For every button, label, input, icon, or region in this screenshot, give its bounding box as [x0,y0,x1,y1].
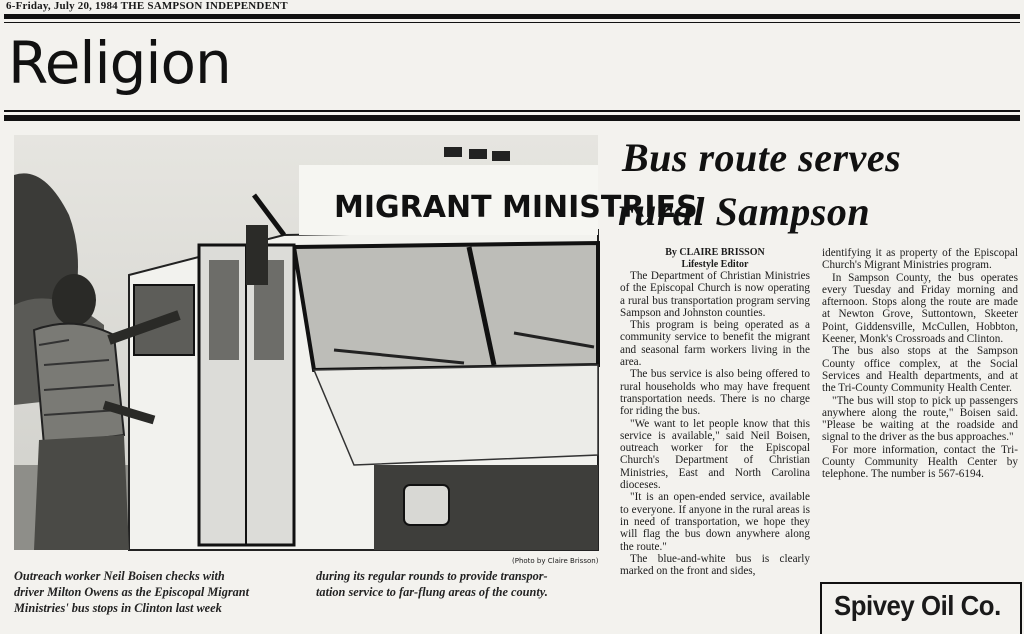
cutline-line: tation service to far-flung areas of the county. [316,585,548,599]
article-paragraph: This program is being operated as a community service to benefit the migrant and seasonal farm workers living in the area. [620,319,810,369]
section-bottom-thick-rule [4,115,1020,121]
byline-name: By CLAIRE BRISSON [665,247,765,258]
article-paragraph: "The bus will stop to pick up passengers anywhere along the route," Boisen said. "Please be waiting at the roadside and signal to the driver as the bus approaches." [822,394,1018,444]
cutline-part2 [316,568,606,600]
cutline-part1 [14,568,306,616]
cutline-line: Ministries' bus stops in Clinton last week [14,601,222,615]
advertisement-text: Spivey Oil Co. [834,590,1001,621]
section-top-thin-rule [4,22,1020,23]
article-paragraph: The bus service is also being offered to rural households who may have frequent transportation needs. There is no charge for riding the bus. [620,368,810,418]
byline-title: Lifestyle Editor [681,258,749,270]
article-paragraph: The bus also stops at the Sampson County office complex, at the Social Services and Health departments, and at the Tri-County Community Health Center. [822,345,1018,395]
article-paragraph: For more information, contact the Tri-County Community Health Center by telephone. The number is 567-6194. [822,443,1018,481]
article-column-1 [620,247,810,577]
headline-line2: rural Sampson [618,189,871,234]
headline-line1: Bus route serves [622,135,902,180]
article-paragraph: The blue-and-white bus is clearly marked on the front and sides, [620,552,810,578]
bus-photo-illustration [14,135,698,550]
cutline-line: during its regular rounds to provide transpor- [316,569,548,583]
article-paragraph: In Sampson County, the bus operates every Tuesday and Friday morning and afternoon. Stops along the route are made at Newton Grove, Suttontown, Skeeter Point, Giddensville, McCullen, Hobbton, Keener, Monk's Crossroads and Clinton. [822,271,1018,346]
cutline-line: Outreach worker Neil Boisen checks with [14,569,225,583]
advertisement-box [820,582,1022,634]
cutline-line: driver Milton Owens as the Episcopal Migrant [14,585,250,599]
page-folio: 6-Friday, July 20, 1984 THE SAMPSON INDEPENDENT [6,0,288,12]
bus-photo [14,135,698,550]
section-bottom-rule [4,110,1020,112]
bus-sign-text: MIGRANT MINISTRIES [334,190,698,225]
article-paragraph: "It is an open-ended service, available to everyone. If anyone in the rural areas is in need of transportation, we hope they will flag the bus down anywhere along the route." [620,491,810,553]
top-rule [4,14,1020,19]
article-column-2 [822,247,1018,481]
article-paragraph: "We want to let people know that this service is available," said Neil Boisen, outreach worker for the Episcopal Church's Department of Christian Ministries, East and North Carolina dioceses. [620,417,810,492]
article-paragraph: identifying it as property of the Episcopal Church's Migrant Ministries program. [822,247,1018,272]
section-title: Religion [8,29,231,97]
photo-credit: (Photo by Claire Brisson) [512,557,599,565]
article-paragraph: The Department of Christian Ministries of the Episcopal Church is now operating a rural bus transportation program serving Sampson and Johnston counties. [620,270,810,319]
